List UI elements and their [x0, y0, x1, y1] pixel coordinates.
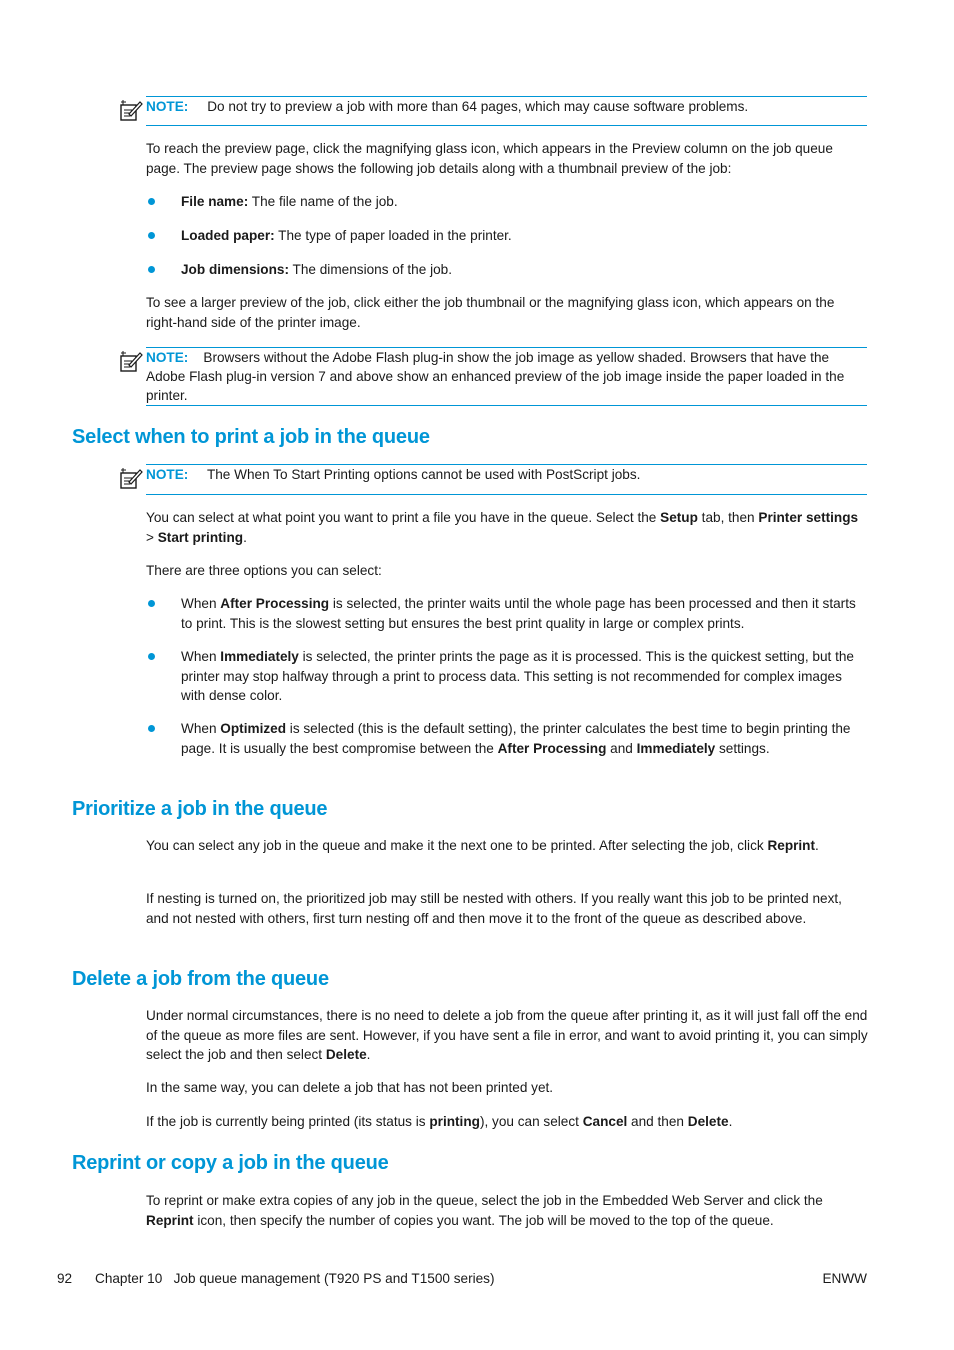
- note-label: NOTE:: [146, 99, 189, 114]
- ui-term: Delete: [687, 1114, 729, 1129]
- note-body: Do not try to preview a job with more than 64 pages, which may cause software problems.: [207, 99, 749, 114]
- paragraph: [146, 1191, 868, 1230]
- note-bottom-rule: [146, 494, 867, 495]
- bullet-icon: [148, 725, 155, 732]
- list-item-text: [181, 260, 868, 280]
- text-run: .: [366, 1047, 371, 1063]
- note-box: [118, 464, 867, 495]
- bullet-icon: [148, 232, 155, 239]
- term: File name:: [181, 194, 249, 209]
- list-item: [146, 260, 868, 280]
- paragraph: [146, 836, 868, 856]
- paragraph: [146, 1112, 868, 1132]
- list-item-text: [181, 226, 868, 246]
- note-body: Browsers without the Adobe Flash plug-in show the job image as yellow shaded. Browsers that have the Adobe Flash plug-in version 7 and above show an enhanced preview of the job image inside the paper loaded in the printer.: [146, 350, 845, 403]
- paragraph: [146, 508, 868, 547]
- ui-term: Delete: [325, 1047, 367, 1063]
- text-run: Under normal circumstances, there is no need to delete a job from the queue after printing it, as it will just fall off the end of the queue as more files are sent. However, if you have sent a file in error, and want to avoid printing it, you can simply select the job and then select: [146, 1008, 868, 1063]
- bullet-icon: [148, 600, 155, 607]
- list-item-text: [181, 719, 868, 758]
- text-run: icon, then specify the number of copies you want. The job will be moved to the top of the queue.: [193, 1212, 774, 1228]
- paragraph: In the same way, you can delete a job that has not been printed yet.: [146, 1080, 554, 1095]
- paragraph: To reach the preview page, click the magnifying glass icon, which appears in the Preview column on the job queue page. The preview page shows the following job details along with a thumbnail preview of the job:: [146, 141, 833, 176]
- note-text: [146, 348, 867, 405]
- list-item: [146, 226, 868, 246]
- text-run: You can select at what point you want to print a file you have in the queue. Select the: [146, 510, 661, 525]
- note-pencil-icon: [118, 350, 144, 372]
- note-bottom-rule: [146, 405, 867, 406]
- list-item: [146, 647, 868, 707]
- text-run: .: [243, 529, 247, 545]
- text-run: is selected (this is the default setting), the printer calculates the best time to begin printing the page. It is usually the best compromise between the: [181, 721, 851, 756]
- text-run: is selected, the printer waits until the whole page has been processed and then it starts to print. This is the slowest setting but ensures the best print quality in large or complex prints.: [181, 596, 856, 631]
- list-item: [146, 594, 868, 634]
- section-heading: Reprint or copy a job in the queue: [72, 1152, 389, 1174]
- ui-term: Immediately: [220, 649, 299, 664]
- note-text: [146, 465, 867, 484]
- text-run: When: [181, 596, 221, 611]
- ui-term: Cancel: [582, 1114, 628, 1129]
- list-item-text: [181, 647, 868, 706]
- ui-term: Reprint: [767, 838, 816, 853]
- text-run: You can select any job in the queue and make it the next one to be printed. After selecting the job, click: [146, 838, 768, 853]
- note-box: [118, 96, 867, 126]
- text-run: .: [728, 1114, 733, 1129]
- paragraph: [146, 1006, 868, 1065]
- note-box: [118, 347, 867, 407]
- ui-term: Printer settings: [758, 510, 859, 525]
- text-run: .: [815, 838, 819, 853]
- bullet-icon: [148, 266, 155, 273]
- list-item-text: [181, 192, 868, 212]
- note-pencil-icon: [118, 99, 144, 121]
- note-label: NOTE:: [146, 467, 189, 482]
- footer-chapter: Chapter 10 Job queue management (T920 PS and T1500 series): [95, 1271, 495, 1286]
- text-run: ), you can select: [479, 1114, 583, 1129]
- text-run: settings.: [715, 740, 770, 756]
- list-item: [146, 719, 868, 779]
- term: Loaded paper:: [181, 228, 275, 243]
- term: Job dimensions:: [181, 262, 290, 277]
- note-text: [146, 97, 867, 116]
- text-run: >: [146, 529, 158, 545]
- ui-term: Immediately: [636, 740, 716, 756]
- text-run: is selected, the printer prints the page as it is processed. This is the quickest setting, but the printer may stop halfway through a print to process data. This setting is not recommended for complex images with dense color.: [181, 649, 854, 704]
- ui-term: printing: [429, 1114, 480, 1129]
- bullet-icon: [148, 653, 155, 660]
- text-run: If the job is currently being printed (its status is: [146, 1114, 430, 1129]
- note-label: NOTE:: [146, 350, 189, 365]
- note-pencil-icon: [118, 467, 144, 489]
- note-body: The When To Start Printing options cannot be used with PostScript jobs.: [206, 467, 641, 482]
- paragraph: If nesting is turned on, the prioritized job may still be nested with others. If you really want this job to be printed next, and not nested with others, first turn nesting off and then move it to the front of the queue as described above.: [146, 891, 842, 926]
- paragraph: There are three options you can select:: [146, 563, 382, 578]
- term-desc: The type of paper loaded in the printer.: [274, 228, 512, 243]
- ui-term: Start printing: [157, 529, 244, 545]
- text-run: When: [181, 721, 221, 736]
- text-run: To reprint or make extra copies of any job in the queue, select the job in the Embedded Web Server and click the: [146, 1193, 823, 1208]
- ui-term: Reprint: [146, 1212, 194, 1228]
- footer-page-number: 92: [57, 1271, 73, 1286]
- ui-term: Setup: [660, 510, 698, 525]
- term-desc: The file name of the job.: [248, 194, 398, 209]
- section-heading: Delete a job from the queue: [72, 968, 329, 990]
- text-run: When: [181, 649, 221, 664]
- text-run: tab, then: [697, 510, 759, 525]
- section-heading: Prioritize a job in the queue: [72, 798, 328, 820]
- ui-term: After Processing: [497, 740, 607, 756]
- paragraph: To see a larger preview of the job, click either the job thumbnail or the magnifying glass icon, which appears on the right-hand side of the printer image.: [146, 295, 835, 330]
- bullet-icon: [148, 198, 155, 205]
- text-run: and then: [627, 1114, 688, 1129]
- footer-enww: ENWW: [822, 1271, 867, 1286]
- note-bottom-rule: [146, 125, 867, 126]
- term-desc: The dimensions of the job.: [289, 262, 452, 277]
- ui-term: Optimized: [220, 721, 287, 736]
- ui-term: After Processing: [220, 596, 330, 611]
- list-item: [146, 192, 868, 212]
- text-run: and: [606, 740, 637, 756]
- list-item-text: [181, 594, 868, 633]
- section-heading: Select when to print a job in the queue: [72, 426, 430, 448]
